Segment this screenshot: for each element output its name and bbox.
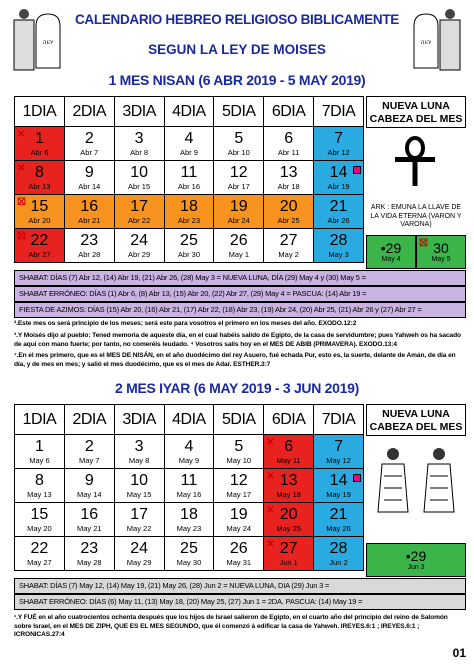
shabat-erroneo-legend: SHABAT ERRÓNEO: DÍAS (6) May 11, (13) May 18, (20) May 25, (27) Jun 1 = 2DA. PASCUA: (14) May 19 =	[14, 594, 466, 610]
day-cell: 27 May 2	[264, 229, 314, 263]
verse-exodo-13: ³.Y Moisés dijo al pueblo: Tened memoria de aqueste día, en el cual habéis salido de Egipto, de la casa de servidumbre; pues Yahweh os ha sacado de aquí con mano fuerte; por tanto, no comeréis leudado. ⁴ Vosotros salís hoy en el MES DE ABIB (PRIMAVERA). EXODO.13:4	[14, 332, 461, 348]
day-cell: ✕ 1 Abr 6	[15, 127, 65, 161]
tablet-text: יהוה	[420, 39, 432, 46]
day-header: 4DIA	[164, 405, 214, 435]
day-cell: 24 May 29	[114, 537, 164, 571]
new-moon-cell: ☒ 30 May 5	[416, 235, 466, 269]
x-mark-icon: ✕	[17, 129, 26, 140]
shabat-legend: SHABAT: DÍAS (7) Abr 12, (14) Abr 19, (21) Abr 26, (28) May 3 = NUEVA LUNA, DÍA (29) May 4 y (30) May 5 =	[14, 270, 466, 286]
day-cell: 12 Abr 17	[214, 161, 264, 195]
day-cell: ✕ 27 Jun 1	[264, 537, 314, 571]
day-header: 5DIA	[214, 97, 264, 127]
new-moon-header: NUEVA LUNA CABEZA DEL MES	[366, 96, 466, 128]
day-cell: 4 Abr 9	[164, 127, 214, 161]
day-cell: 28 May 3	[314, 229, 364, 263]
x-mark-icon: ✕	[266, 471, 275, 482]
day-cell: 25 May 30	[164, 537, 214, 571]
day-cell: 14 Abr 19	[314, 161, 364, 195]
day-cell: 3 May 8	[114, 435, 164, 469]
day-cell: 21 May 26	[314, 503, 364, 537]
new-moon-cell: •29 May 4	[366, 235, 416, 269]
day-cell: 8 May 13	[15, 469, 65, 503]
day-cell: 2 May 7	[64, 435, 114, 469]
day-header: 1DIA	[15, 405, 65, 435]
day-cell: 21 Abr 26	[314, 195, 364, 229]
day-cell: 17 Abr 22	[114, 195, 164, 229]
day-cell: 10 May 15	[114, 469, 164, 503]
day-cell: 13 Abr 18	[264, 161, 314, 195]
magenta-square-icon	[353, 166, 361, 174]
day-cell: 5 May 10	[214, 435, 264, 469]
day-cell: 16 May 21	[64, 503, 114, 537]
verse-esther: ⁷.En el mes primero, que es el MES DE NISÁN, en el año duodécimo del rey Asuero, fué echada Pur, esto es, la suerte, delante de Amán, de día en día, y de mes en mes; y salió el mes duodécimo, que es el mes de Adar. ESTHER.3:7	[14, 352, 456, 368]
page-title: CALENDARIO HEBREO RELIGIOSO BIBLICAMENTE	[74, 12, 399, 27]
day-cell: ✕ 8 Abr 13	[15, 161, 65, 195]
x-mark-icon: ☒	[419, 238, 428, 249]
day-cell: 24 Abr 29	[114, 229, 164, 263]
day-header: 7DIA	[314, 405, 364, 435]
day-header: 1DIA	[15, 97, 65, 127]
day-cell: 22 May 27	[15, 537, 65, 571]
day-cell: 7 Abr 12	[314, 127, 364, 161]
month2-calendar	[14, 404, 364, 571]
x-mark-icon: ✕	[17, 163, 26, 174]
day-cell: 1 May 6	[15, 435, 65, 469]
page-subtitle: SEGUN LA LEY DE MOISES	[148, 42, 326, 57]
day-cell: ✕ 20 May 25	[264, 503, 314, 537]
day-header: 3DIA	[114, 405, 164, 435]
day-header: 2DIA	[64, 405, 114, 435]
day-cell: 11 Abr 16	[164, 161, 214, 195]
verse-exodo-12: ².Este mes os será principio de los meses; será este para vosotros el primero en los meses del año. EXODO.12:2	[14, 320, 357, 327]
tablet-text: יהוה	[42, 39, 54, 46]
day-cell: 16 Abr 21	[64, 195, 114, 229]
day-cell: 15 May 20	[15, 503, 65, 537]
tablets-icon-left	[10, 6, 74, 78]
day-cell: 19 Abr 24	[214, 195, 264, 229]
day-cell: 3 Abr 8	[114, 127, 164, 161]
new-moon-header: NUEVA LUNA CABEZA DEL MES	[366, 404, 466, 436]
day-header: 3DIA	[114, 97, 164, 127]
day-cell: 4 May 9	[164, 435, 214, 469]
day-cell: 18 Abr 23	[164, 195, 214, 229]
ankh-icon	[390, 136, 440, 186]
azimos-legend: FIESTA DE AZIMOS: DÍAS (15) Abr 20, (16) Abr 21, (17) Abr 22, (18) Abr 23, (19) Abr 24, (20) Abr 25, (21) Abr 26 y (27) Abr 27 =	[14, 302, 466, 318]
x-mark-icon: ☒	[17, 231, 26, 242]
day-cell: 20 Abr 25	[264, 195, 314, 229]
day-cell: ✕ 13 May 18	[264, 469, 314, 503]
new-moon-cell: •29 Jun 3	[366, 543, 466, 577]
day-cell: ☒ 15 Abr 20	[15, 195, 65, 229]
shabat-legend: SHABAT: DÍAS (7) May 12, (14) May 19, (21) May 26, (28) Jun 2 = NUEVA LUNA, DIA (29) Jun 3 =	[14, 578, 466, 594]
day-cell: 7 May 12	[314, 435, 364, 469]
day-cell: ☒ 22 Abr 27	[15, 229, 65, 263]
day-header: 5DIA	[214, 405, 264, 435]
day-cell: ✕ 6 May 11	[264, 435, 314, 469]
day-cell: 2 Abr 7	[64, 127, 114, 161]
day-header: 7DIA	[314, 97, 364, 127]
day-cell: 26 May 1	[214, 229, 264, 263]
day-cell: 28 Jun 2	[314, 537, 364, 571]
day-cell: 19 May 24	[214, 503, 264, 537]
magenta-square-icon	[353, 474, 361, 482]
month2-title: 2 MES IYAR (6 MAY 2019 - 3 JUN 2019)	[115, 380, 359, 396]
month1-title: 1 MES NISAN (6 ABR 2019 - 5 MAY 2019)	[108, 72, 366, 88]
day-header: 2DIA	[64, 97, 114, 127]
day-cell: 11 May 16	[164, 469, 214, 503]
day-header: 4DIA	[164, 97, 214, 127]
day-cell: 5 Abr 10	[214, 127, 264, 161]
day-header: 6DIA	[264, 405, 314, 435]
month1-calendar	[14, 96, 364, 263]
day-cell: 14 May 19	[314, 469, 364, 503]
tablets-icon-right	[400, 6, 464, 78]
x-mark-icon: ✕	[266, 437, 275, 448]
day-cell: 17 May 22	[114, 503, 164, 537]
day-cell: 23 Abr 28	[64, 229, 114, 263]
day-cell: 10 Abr 15	[114, 161, 164, 195]
day-cell: 9 Abr 14	[64, 161, 114, 195]
day-cell: 9 May 14	[64, 469, 114, 503]
day-cell: 12 May 17	[214, 469, 264, 503]
day-cell: 25 Abr 30	[164, 229, 214, 263]
figure-icon-left	[372, 446, 414, 516]
day-cell: 26 May 31	[214, 537, 264, 571]
page-number: 01	[452, 646, 466, 660]
verse-reyes: ¹.Y FUÉ en el año cuatrocientos ochenta después que los hijos de Israel salieron de Egipto, en el cuarto año del principio del reino de Salomón sobre Israel, en el MES DE ZIPH, QUE ES EL MES SEGUNDO, que él comenzó á edificar la casa de Yahweh. IREYES.6:1 ; IREYES.6:1 ; ICRONICAS.27:4	[14, 614, 448, 639]
day-cell: 6 Abr 11	[264, 127, 314, 161]
x-mark-icon: ✕	[266, 539, 275, 550]
day-cell: 23 May 28	[64, 537, 114, 571]
day-cell: 18 May 23	[164, 503, 214, 537]
x-mark-icon: ✕	[266, 505, 275, 516]
x-mark-icon: ☒	[17, 197, 26, 208]
shabat-erroneo-legend: SHABAT ERRÓNEO: DÍAS (1) Abr 6, (8) Abr 13, (15) Abr 20, (22) Abr 27, (29) May 4 = PASCUA: (14) Abr 19 =	[14, 286, 466, 302]
day-header: 6DIA	[264, 97, 314, 127]
figure-icon-right	[418, 446, 460, 516]
ark-caption: ARK : EMUNA LA LLAVE DE LA VIDA ETERNA (VARON Y VARONA)	[370, 204, 462, 228]
